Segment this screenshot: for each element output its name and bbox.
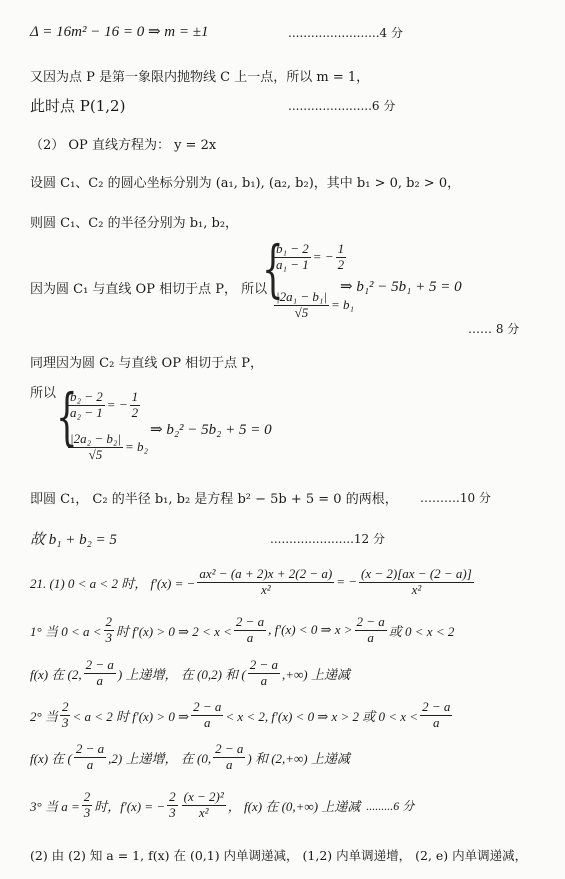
sum-of-radii: 故 b₁ + b₂ = 5 <box>30 532 117 548</box>
problem-21-derivative: 21. (1) 0 < a < 2 时， f′(x) = − $\frac{\text{ax² − (a + 2)x + 2(2 − a)}}{\text{x²}}$ = − $\frac{(x - 2)[ax - (2 - a)]}{\text{x²}}$ <box>30 566 472 597</box>
score-6-second: .........6 分 <box>366 798 415 813</box>
point-p-first-quadrant: 又因为点 P 是第一象限内抛物线 C 上一点，所以 m = 1， <box>30 70 370 85</box>
part-2-statement: (2) 由 (2) 知 a = 1, f(x) 在 (0,1) 内单调递减， (1,2) 内单调递增， (2, e) 内单调递减， <box>30 848 528 863</box>
system2-eq2: $\frac{\text{|2a₂ − b₂|}}{√5}$ = b₂ <box>70 431 149 462</box>
roots-statement: 即圆 C₁， C₂ 的半径 b₁, b₂ 是方程 b² − 5b + 5 = 0 的两根， <box>30 492 398 507</box>
system1-eq2: $\frac{\text{|2a₁ − b₁|}}{√5}$ = b₁ <box>276 289 355 320</box>
score-4: ........................4 分 <box>288 26 403 40</box>
point-p-coordinates: 此时点 P(1,2) <box>30 97 126 115</box>
tangent-c1-statement: 因为圆 C₁ 与直线 OP 相切于点 P， 所以 <box>30 282 268 297</box>
system2-result: ⇒ b₂² − 5b₂ + 5 = 0 <box>150 422 272 438</box>
circle-centers-statement: 设圆 C₁、C₂ 的圆心坐标分别为 (a₁, b₁), (a₂, b₂)，其中 b₁ > 0, b₂ > 0， <box>30 176 461 191</box>
system2-brace: { <box>56 380 78 453</box>
system1-result: ⇒ b₁² − 5b₁ + 5 = 0 <box>340 279 462 295</box>
system1-brace: { <box>262 232 284 305</box>
system1-eq1: $\frac{\text{b₁ − 2}}{\text{a₁ − 1}}$ = − $\frac{1}{2}$ <box>276 241 345 272</box>
case-2-monotonicity: f(x) 在 ( $\frac{2 - a}{a}$ ,2) 上递增， 在 (0, $\frac{2 - a}{a}$ ) 和 (2,+∞) 上递减 <box>30 741 350 772</box>
discriminant-equation: Δ = 16m² − 16 = 0 ⇒ m = ±1 <box>30 24 209 40</box>
score-12: ......................12 分 <box>270 532 386 546</box>
case-2-condition: 2° 当 $\frac{2}{3}$ < a < 2 时 f′(x) > 0 ⇒ $\frac{2 - a}{a}$ < x < 2, f′(x) < 0 ⇒ x > 2 或 0 < x < $\frac{2 - a}{a}$ <box>30 699 451 730</box>
op-line-equation: （2） OP 直线方程为： y = 2x <box>30 138 217 153</box>
case-3-condition: 3° 当 a = $\frac{2}{3}$ 时，f′(x) = − $\frac{2}{3}$ $\frac{\text{(x − 2)²}}{\text{x²}}$ ， f(x) 在 (0,+∞) 上递减 .........6 分 <box>30 789 415 820</box>
score-8: …… 8 分 <box>468 322 520 336</box>
circle-radii-statement: 则圆 C₁、C₂ 的半径分别为 b₁, b₂， <box>30 216 239 231</box>
system2-prefix: 所以 <box>30 386 57 401</box>
case-1-monotonicity: f(x) 在 (2, $\frac{2 - a}{a}$ ) 上递增， 在 (0,2) 和 ( $\frac{2 - a}{a}$ ,+∞) 上递减 <box>30 657 350 688</box>
tangent-c2-statement: 同理因为圆 C₂ 与直线 OP 相切于点 P， <box>30 356 263 371</box>
system2-eq1: $\frac{\text{b₂ − 2}}{\text{a₂ − 1}}$ = − $\frac{1}{2}$ <box>70 389 139 420</box>
score-10: ……….10 分 <box>420 491 491 505</box>
score-6: ......................6 分 <box>288 99 396 113</box>
case-1-condition: 1° 当 0 < a < $\frac{2}{3}$ 时 f′(x) > 0 ⇒ 2 < x < $\frac{2 - a}{a}$ , f′(x) < 0 ⇒ x > $\frac{2 - a}{a}$ 或 0 < x < 2 <box>30 614 455 645</box>
